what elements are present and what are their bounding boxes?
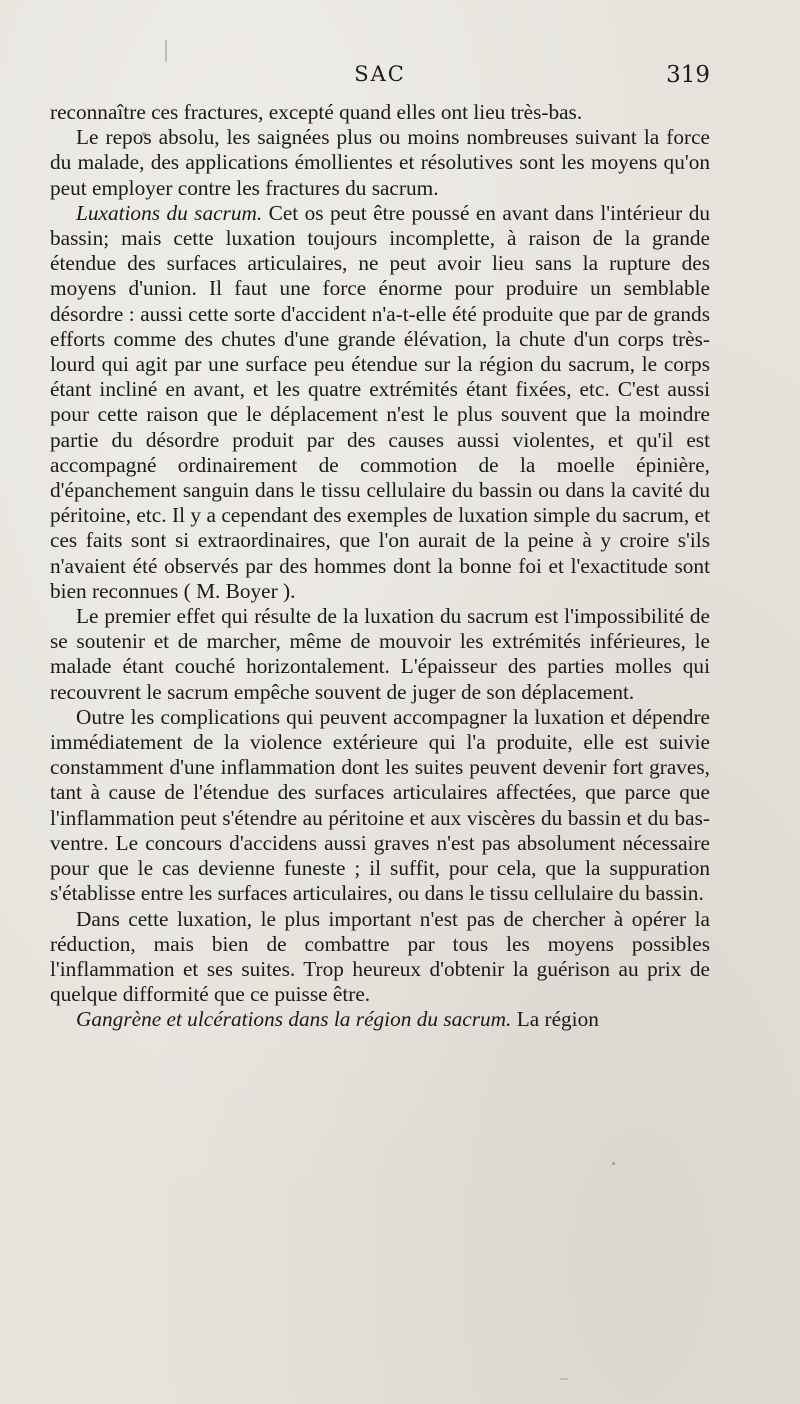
paragraph-continuation (50, 100, 710, 125)
paragraph-gangrene (50, 1007, 710, 1032)
paper-speck (165, 40, 167, 62)
page-number: 319 (666, 62, 710, 88)
section-heading: Luxations du sacrum. (76, 200, 263, 225)
paragraph-luxations (50, 201, 710, 604)
paragraph-text: Le repos absolu, les saignées plus ou moins nombreuses suivant la force du malade, des applications émollientes et résolutives sont les moyens qu'on peut employer contre les fractures du sacrum. (50, 125, 710, 200)
paragraph-text: reconnaître ces fractures, excepté quand elles ont lieu très-bas. (50, 100, 583, 124)
paragraph (50, 125, 710, 201)
paper-speck (560, 1378, 568, 1380)
paragraph-text: Outre les complications qui peuvent accompagner la luxation et dépendre immédiatement de la violence extérieure qui l'a produite, elle est suivie constamment d'une inflammation dont les suites peuvent devenir fort graves, tant à cause de l'étendue des surfaces articulaires affectées, que parce que l'inflammation peut s'étendre au péritoine et aux viscères du bassin et du bas-ventre. Le concours d'accidens aussi graves n'est pas absolument nécessaire pour que le cas devienne funeste ; il suffit, pour cela, que la suppuration s'établisse entre les surfaces articulaires, ou dans le tissu cellulaire du bassin. (50, 704, 710, 906)
paragraph-text: La région (516, 1007, 599, 1032)
paragraph-text: Dans cette luxation, le plus important n'est pas de chercher à opérer la réduction, mais bien de combattre par tous les moyens possibles l'inflammation et ses suites. Trop heureux d'obtenir la guérison au prix de quelque difformité que ce puisse être. (50, 906, 710, 1007)
paragraph-text: Le premier effet qui résulte de la luxation du sacrum est l'impossibilité de se soutenir et de marcher, même de mouvoir les extrémités inférieures, le malade étant couché horizontalement. L'épaisseur des parties molles qui recouvrent le sacrum empêche souvent de juger de son déplacement. (50, 604, 710, 704)
paper-speck (612, 1162, 615, 1165)
running-title: SAC (354, 62, 406, 86)
paper-speck (142, 132, 146, 136)
body-text (50, 100, 710, 1033)
section-heading: Gangrène et ulcérations dans la région du sacrum. (76, 1007, 512, 1032)
paragraph-text: Cet os peut être poussé en avant dans l'intérieur du bassin; mais cette luxation toujours incomplette, à raison de la grande étendue des surfaces articulaires, ne peut avoir lieu sans la rupture des moyens d'union. Il faut une force énorme pour produire un semblable désordre : aussi cette sorte d'accident n'a-t-elle été produite que par de grands efforts comme des chutes d'une grande élévation, la chute d'un corps très-lourd qui agit par une surface peu étendue sur la région du sacrum, le corps étant incliné en avant, et les quatre extrémités étant fixées, etc. C'est aussi pour cette raison que le déplacement n'est le plus souvent que la moindre partie du désordre produit par des causes aussi violentes, et qu'il est accompagné ordinairement de commotion de la moelle épinière, d'épanchement sanguin dans le tissu cellulaire du bassin ou dans la cavité du péritoine, etc. Il y a cependant des exemples de luxation simple du sacrum, et ces faits sont si extraordinaires, que l'on aurait de la peine à y croire s'ils n'avaient été observés par des hommes dont la bonne foi et l'exactitude sont bien reconnues ( M. Boyer ). (50, 200, 710, 603)
page-header (50, 62, 710, 92)
paragraph (50, 907, 710, 1008)
paragraph (50, 705, 710, 907)
paragraph (50, 604, 710, 705)
